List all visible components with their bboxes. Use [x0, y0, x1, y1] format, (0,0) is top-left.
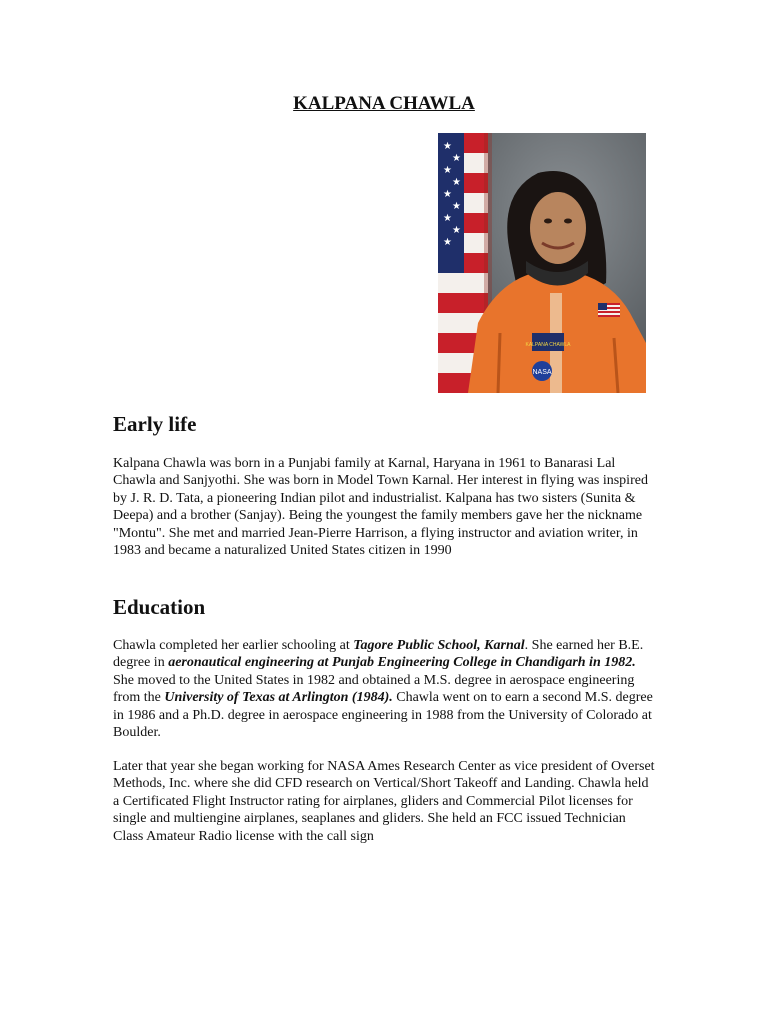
svg-text:★: ★	[452, 177, 461, 188]
svg-text:★: ★	[443, 165, 452, 176]
svg-text:NASA: NASA	[532, 369, 552, 376]
svg-text:★: ★	[452, 201, 461, 212]
svg-text:★: ★	[443, 237, 452, 248]
svg-text:★: ★	[443, 213, 452, 224]
page-title: KALPANA CHAWLA	[293, 93, 475, 114]
svg-text:★: ★	[452, 153, 461, 164]
university-name: University of Texas at Arlington (1984).	[164, 690, 393, 706]
section-heading-early-life: Early life	[113, 412, 197, 436]
name-badge-label: KALPANA CHAWLA	[525, 342, 571, 348]
svg-text:★: ★	[443, 189, 452, 200]
svg-text:★: ★	[443, 141, 452, 152]
astronaut-portrait	[438, 133, 646, 393]
early-life-paragraph: Kalpana Chawla was born in a Punjabi family at Karnal, Haryana in 1961 to Banarasi Lal Chawla and Sanjyothi. She was born in Model Town Karnal. Her interest in flying was inspired by J. R. D. Tata, a pioneering Indian pilot and industrialist. Kalpana has two sisters (Sunita & Deepa) and a brother (Sanjay). Being the youngest the family members gave her the nickname "Montu". She met and married Jean-Pierre Harrison, a flying instructor and aviation writer, in 1983 and became a naturalized United States citizen in 1990	[113, 456, 648, 559]
text-span: Chawla went on to earn a second M.S. degree in 1986 and a Ph.D. degree in aerospace engineering in 1988 from the University of Colorado at Boulder.	[113, 690, 653, 741]
svg-text:★: ★	[452, 225, 461, 236]
text-span: . She earned her B.E. degree in	[113, 638, 644, 671]
college-degree: aeronautical engineering at Punjab Engineering College in Chandigarh in 1982.	[168, 655, 636, 671]
education-paragraph-1	[113, 637, 658, 741]
text-span: Chawla completed her earlier schooling at	[113, 638, 354, 653]
education-paragraph-2: Later that year she began working for NASA Ames Research Center as vice president of Overset Methods, Inc. where she did CFD research on Vertical/Short Takeoff and Landing. Chawla held a Certificated Flight Instructor rating for airplanes, gliders and Commercial Pilot licenses for single and multiengine airplanes, seaplanes and gliders. She held an FCC issued Technician Class Amateur Radio license with the call sign	[113, 759, 655, 844]
school-name: Tagore Public School, Karnal	[353, 638, 525, 653]
section-heading-education: Education	[113, 595, 206, 619]
text-span: She moved to the United States in 1982 and obtained a M.S. degree in aerospace engineering from the	[113, 672, 635, 706]
